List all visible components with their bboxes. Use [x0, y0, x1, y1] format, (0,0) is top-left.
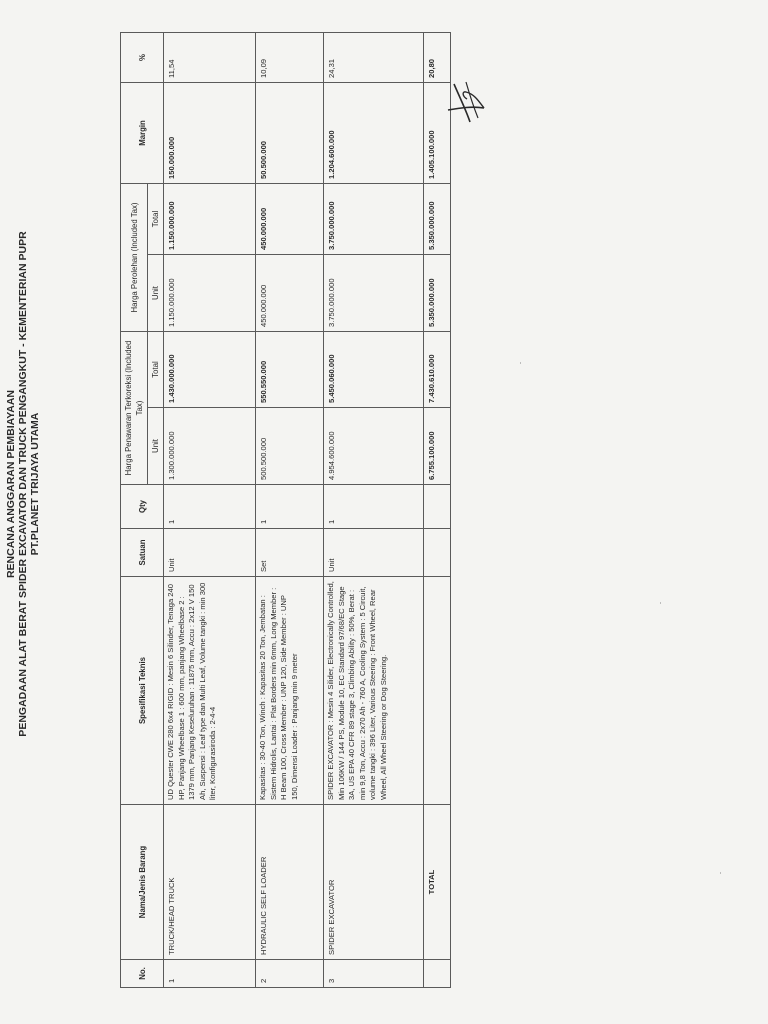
cell-qty: 1 — [164, 485, 256, 529]
header-perolehan-unit: Unit — [148, 255, 164, 332]
cell-qty: 1 — [324, 485, 424, 529]
cell-empty — [424, 529, 451, 577]
cell-empty — [424, 960, 451, 988]
table-row — [164, 32, 256, 987]
total-perolehan-unit: 5.350.000.000 — [424, 255, 451, 332]
cell-penawaran-total: 5.450.060.000 — [324, 332, 424, 408]
cell-margin: 50.500.000 — [256, 82, 324, 183]
cell-margin: 1.204.600.000 — [324, 82, 424, 183]
cell-nama: HYDRAULIC SELF LOADER — [256, 805, 324, 960]
cell-penawaran-total: 550.550.000 — [256, 332, 324, 408]
table-row — [256, 32, 324, 987]
document-title-block — [5, 44, 41, 924]
cell-satuan: Set — [256, 529, 324, 577]
cell-perolehan-unit: 1.150.000.000 — [164, 255, 256, 332]
cell-perolehan-unit: 3.750.000.000 — [324, 255, 424, 332]
cell-persen: 10,09 — [256, 32, 324, 82]
cell-satuan: Unit — [164, 529, 256, 577]
cell-empty — [424, 485, 451, 529]
cell-persen: 24,31 — [324, 32, 424, 82]
header-harga-penawaran: Harga Penawaran Terkoreksi (Included Tax) — [121, 332, 148, 485]
header-spesifikasi: Spesifikasi Teknis — [121, 577, 164, 805]
cell-persen: 11,54 — [164, 32, 256, 82]
cell-no: 3 — [324, 960, 424, 988]
header-harga-perolehan: Harga Perolehan (Included Tax) — [121, 183, 148, 331]
cell-spesifikasi: Kapasitas : 30-40 Ton, Winch : Kapasitas 20 Ton, Jembatan : Sistem Hidrolis, Lantai : Plat Borders min 6mm, Long Member : H Beam 100, Cross Member : UNP 120, Side Member : UNP 150, Dimensi Loader : Panjang min 9 meter — [256, 577, 324, 805]
cell-margin: 150.000.000 — [164, 82, 256, 183]
total-penawaran-unit: 6.755.100.000 — [424, 408, 451, 485]
scan-speck — [520, 362, 521, 364]
cell-perolehan-total: 1.150.000.000 — [164, 183, 256, 254]
cell-penawaran-unit: 1.300.000.000 — [164, 408, 256, 485]
header-satuan: Satuan — [121, 529, 164, 577]
cell-nama: TRUCK/HEAD TRUCK — [164, 805, 256, 960]
company-name: PT.PLANET TRIJAYA UTAMA — [29, 412, 41, 556]
total-perolehan-total: 5.350.000.000 — [424, 183, 451, 254]
cell-spesifikasi: SPIDER EXCAVATOR : Mesin 4 Silider, Electronically Controlled, Min 106KW / 144 PS, Module 10, EC Standard 97/68/EC Stage 3A, US EPA 40 CFR 89 stage 3, Climbing Ability : 50%, Berat : min 9,8 Ton, Accu : 2x70 Ah - 760 A, Cooling System : 5 Circuit, volume tangki : 396 Liter, Various Steering : Front Wheel, Rear Wheel, All Wheel Steering or Dog Steering. — [324, 577, 424, 805]
header-no: No. — [121, 960, 164, 988]
total-persen: 20,80 — [424, 32, 451, 82]
total-penawaran-total: 7.430.610.000 — [424, 332, 451, 408]
header-perolehan-total: Total — [148, 183, 164, 254]
scan-speck — [660, 602, 661, 604]
cell-perolehan-total: 450.000.000 — [256, 183, 324, 254]
header-persen: % — [121, 32, 164, 82]
cell-penawaran-total: 1.430.000.000 — [164, 332, 256, 408]
header-penawaran-unit: Unit — [148, 408, 164, 485]
cell-perolehan-total: 3.750.000.000 — [324, 183, 424, 254]
cell-qty: 1 — [256, 485, 324, 529]
cell-nama: SPIDER EXCAVATOR — [324, 805, 424, 960]
table-row — [324, 32, 424, 987]
cell-no: 2 — [256, 960, 324, 988]
cell-perolehan-unit: 450.000.000 — [256, 255, 324, 332]
cell-spesifikasi: UD Quester CWE 280 6x4 RIGID : Mesin 6 Silinder, Tenaga 240 HP, Panjang Wheelbase 1 : 600 mm, panjang Wheelbase 2 : 1379 mm, Panjang Keseluruhan : 11875 mm, Accu : 2x12 V 150 Ah, Suspensi : Leaf type dan Multi Leaf, Volume tangki : min 300 liter, Konfigurasiroda : 2-4-4 — [164, 577, 256, 805]
document-title: RENCANA ANGGARAN PEMBIAYAAN — [5, 389, 17, 579]
table-header-row — [121, 32, 148, 987]
cell-penawaran-unit: 500.500.000 — [256, 408, 324, 485]
header-qty: Qty — [121, 485, 164, 529]
total-margin: 1.405.100.000 — [424, 82, 451, 183]
header-margin: Margin — [121, 82, 164, 183]
signature-mark — [440, 72, 490, 132]
cell-empty — [424, 577, 451, 805]
header-penawaran-total: Total — [148, 332, 164, 408]
scan-speck — [720, 872, 721, 874]
cell-penawaran-unit: 4.954.600.000 — [324, 408, 424, 485]
total-label: TOTAL — [424, 805, 451, 960]
budget-table — [120, 32, 451, 988]
document-subtitle: PENGADAAN ALAT BERAT SPIDER EXCAVATOR DAN TRUCK PENGANGKUT - KEMENTERIAN PUPR — [17, 231, 29, 737]
header-nama-barang: Nama/Jenis Barang — [121, 805, 164, 960]
cell-satuan: Unit — [324, 529, 424, 577]
table-total-row — [424, 32, 451, 987]
cell-no: 1 — [164, 960, 256, 988]
